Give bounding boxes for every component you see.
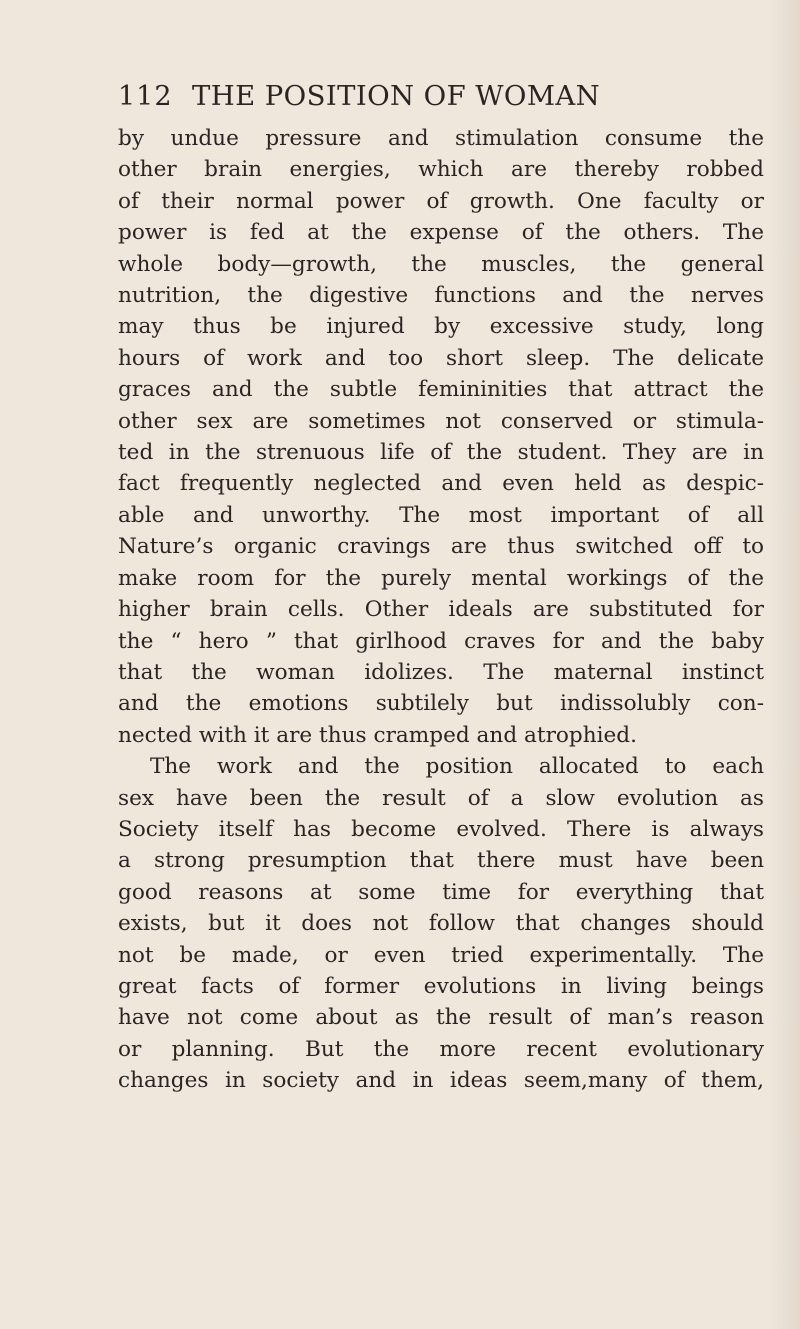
text-line: of their normal power of growth. One faculty or (118, 188, 764, 214)
text-line: nutrition, the digestive functions and the nerves (118, 283, 764, 309)
page-edge-shadow (770, 0, 800, 1329)
text-line: not be made, or even tried experimentally. The (118, 942, 764, 968)
text-line: or planning. But the more recent evolutionary (118, 1036, 764, 1062)
text-line: by undue pressure and stimulation consume the (118, 126, 764, 151)
text-line: nected with it are thus cramped and atrophied. (118, 722, 637, 748)
running-title: THE POSITION OF WOMAN (192, 80, 601, 112)
text-line: higher brain cells. Other ideals are substituted for (118, 597, 764, 623)
text-line: hours of work and too short sleep. The delicate (118, 345, 764, 371)
text-line: whole body—growth, the muscles, the general (118, 251, 764, 277)
paragraph-2 (118, 751, 764, 1096)
text-line: sex have been the result of a slow evolution as (118, 785, 764, 811)
text-line: have not come about as the result of man’s reason (118, 1005, 764, 1031)
text-line: good reasons at some time for everything that (118, 879, 764, 905)
text-line: the “ hero ” that girlhood craves for and the baby (118, 628, 764, 654)
text-line: may thus be injured by excessive study, long (118, 314, 764, 340)
text-line: a strong presumption that there must have been (118, 848, 764, 874)
text-line: exists, but it does not follow that changes should (118, 911, 764, 937)
text-line: The work and the position allocated to each (150, 754, 764, 780)
text-line: that the woman idolizes. The maternal instinct (118, 659, 764, 685)
text-line: make room for the purely mental workings of the (118, 565, 764, 591)
text-line: graces and the subtle femininities that attract the (118, 377, 764, 403)
text-line: fact frequently neglected and even held as despic- (118, 471, 764, 497)
text-line: other sex are sometimes not conserved or stimula- (118, 408, 764, 434)
text-line: able and unworthy. The most important of all (118, 502, 764, 528)
text-line: changes in society and in ideas seem,many of them, (118, 1068, 764, 1094)
text-line: and the emotions subtilely but indissolubly con- (118, 691, 764, 717)
running-header (118, 80, 600, 124)
text-line: other brain energies, which are thereby robbed (118, 157, 764, 183)
text-line: ted in the strenuous life of the student. They are in (118, 440, 764, 466)
text-line: Nature’s organic cravings are thus switched off to (118, 534, 764, 560)
body-text (118, 123, 764, 1097)
text-line: Society itself has become evolved. There is always (118, 816, 764, 842)
paragraph-1 (118, 123, 764, 751)
text-line: power is fed at the expense of the others. The (118, 220, 764, 246)
page-number: 112 (118, 81, 173, 112)
text-line: great facts of former evolutions in living beings (118, 973, 764, 999)
